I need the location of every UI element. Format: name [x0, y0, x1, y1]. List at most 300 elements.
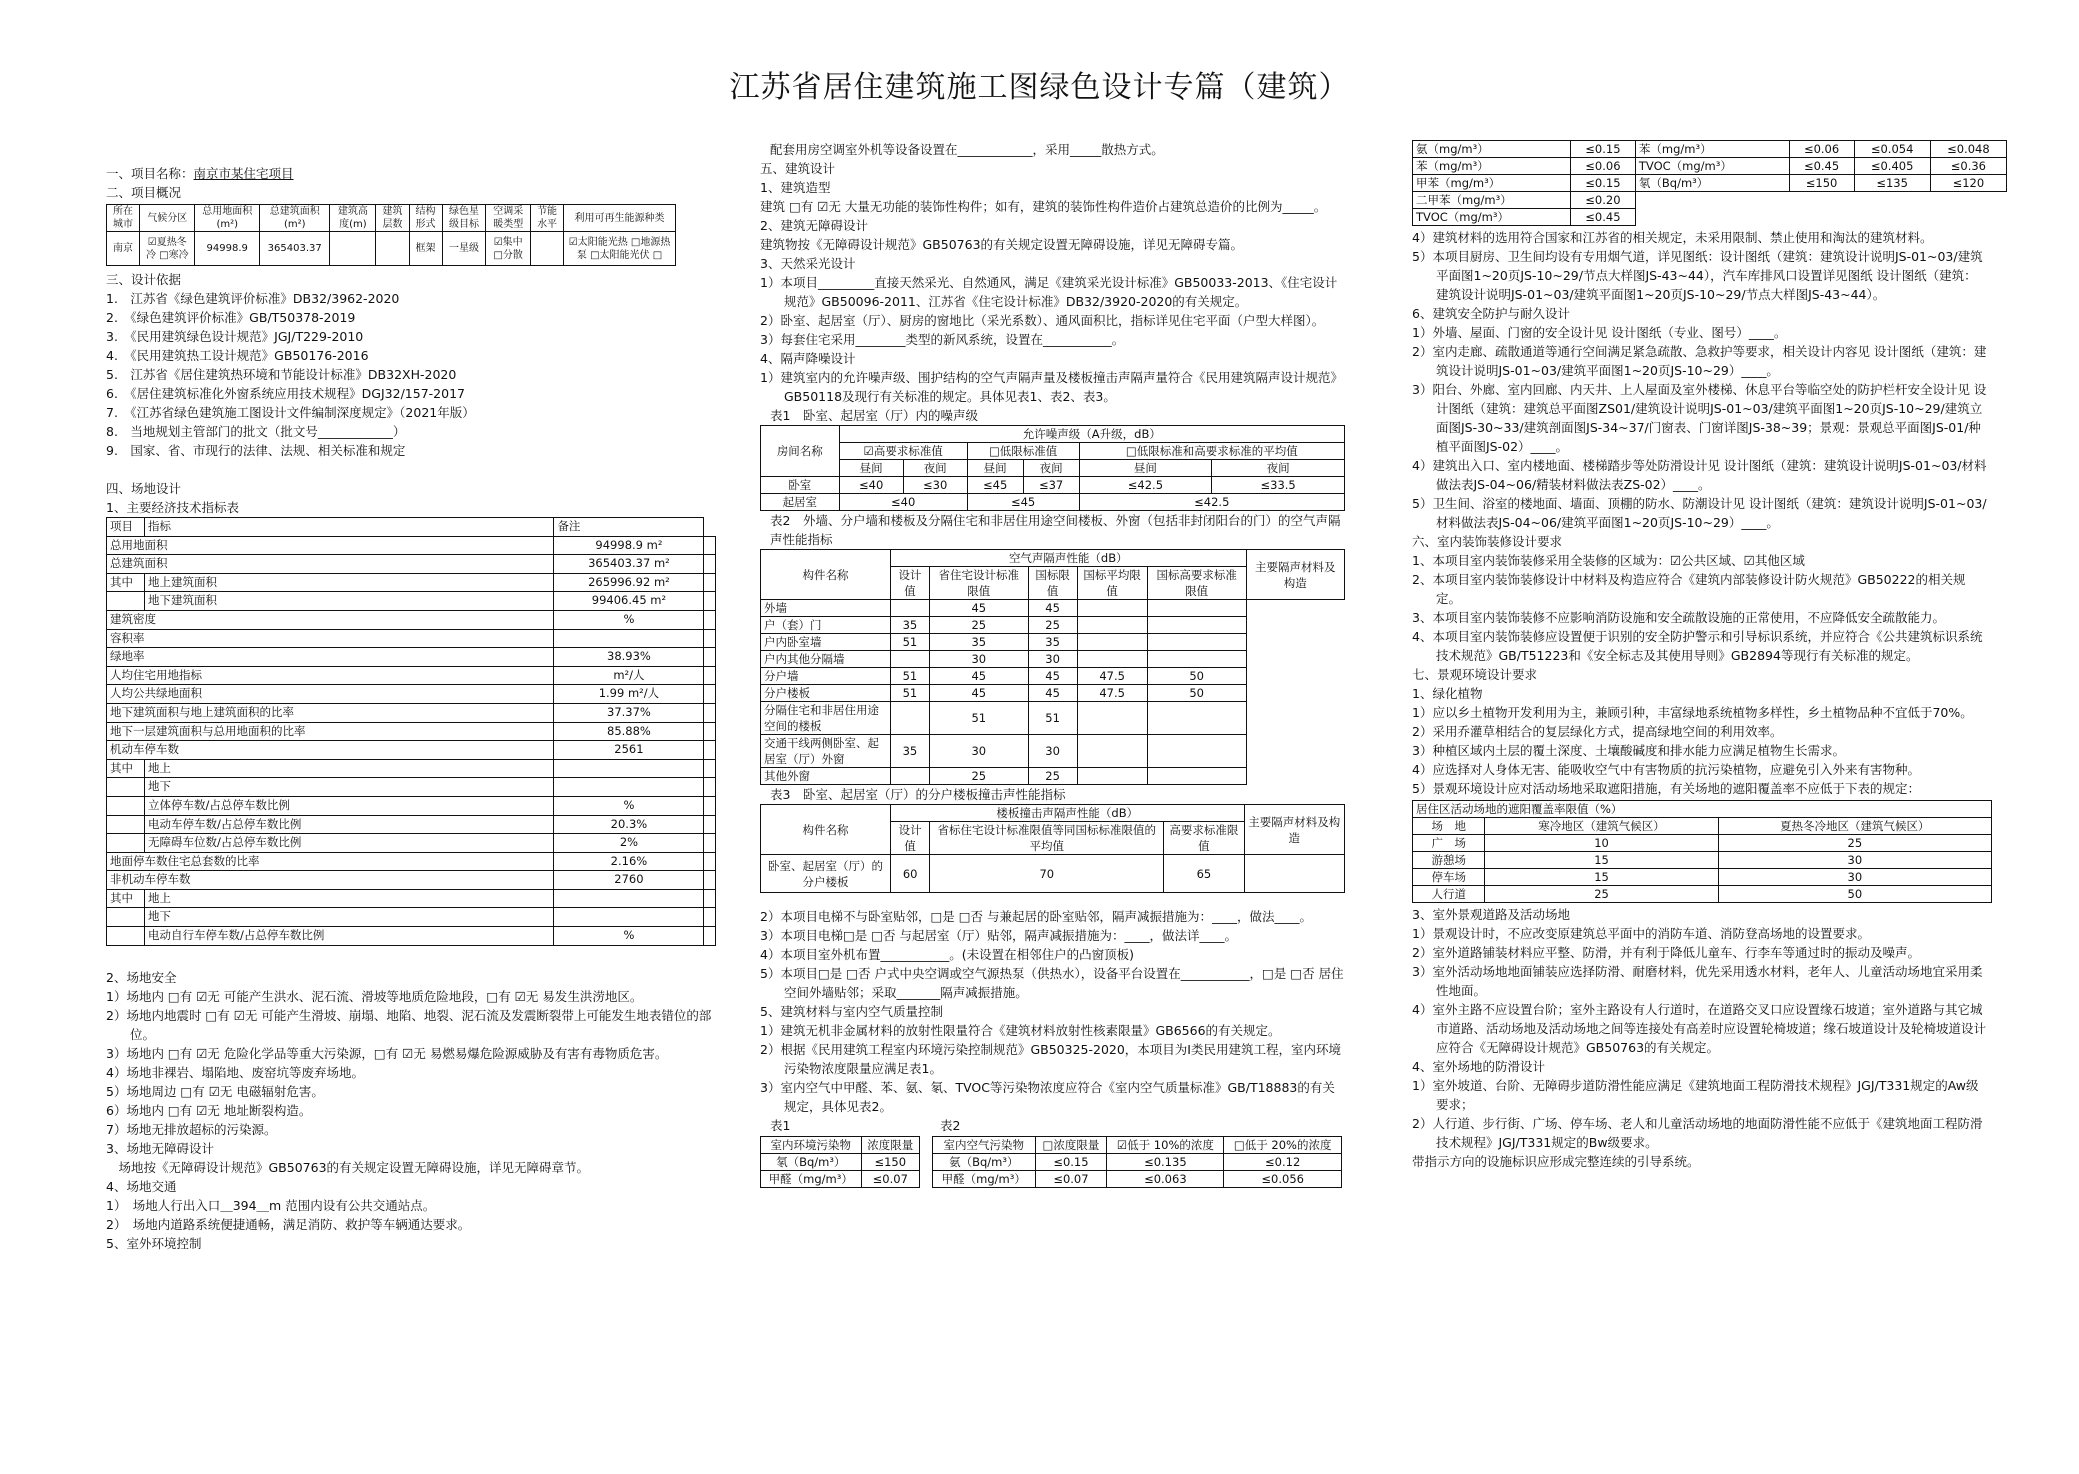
table-header: 浓度限量: [861, 1137, 919, 1154]
table-row: [107, 536, 716, 555]
impact-sound-table: [760, 804, 1345, 893]
text-line: 3）种植区域内土层的覆土深度、土壤酸碱度和排水能力应满足植物生长需求。: [1412, 743, 1845, 758]
table-header: 空气声隔声性能（dB）: [891, 550, 1247, 567]
table-cell: 建筑密度: [107, 610, 554, 629]
table-cell: 氨（mg/m³）: [1413, 141, 1571, 158]
table-cell: 框架: [409, 232, 442, 266]
table-header: 气候分区: [140, 205, 195, 232]
text-line: 五、建筑设计: [760, 161, 836, 176]
table-cell: [107, 796, 145, 815]
table-cell: 99406.45 m²: [554, 592, 704, 611]
table-cell: 地上: [145, 889, 554, 908]
table-cell: ≤0.36: [1930, 158, 2006, 175]
text-line: 4、场地交通: [106, 1178, 177, 1194]
table-cell: [554, 889, 704, 908]
table-cell: [704, 908, 716, 927]
column-middle: [760, 140, 1345, 1188]
table-cell: 其中: [107, 889, 145, 908]
table-cell: 85.88%: [554, 722, 704, 741]
table-cell: [704, 648, 716, 667]
table-cell: 45: [929, 600, 1028, 617]
text-line: 3、天然采光设计: [760, 256, 856, 271]
table-cell: 47.5: [1077, 685, 1147, 702]
table-cell: 30: [1028, 651, 1077, 668]
table-cell: m²/人: [554, 666, 704, 685]
table-cell: [1077, 617, 1147, 634]
table-row: [761, 735, 1345, 768]
text-line: 4. 《民用建筑热工设计规范》GB50176-2016: [106, 348, 369, 363]
table-cell: 绿地率: [107, 648, 554, 667]
text-line: 4、室外场地的防滑设计: [1412, 1059, 1545, 1074]
table-header: 构件名称: [761, 550, 891, 600]
table-cell: [1147, 634, 1246, 651]
text-line: 建筑 □有 ☑无 大量无功能的装饰性构件；如有，建筑的装饰性构件造价占建筑总造价的比例为_____。: [760, 199, 1327, 214]
text-line: 带指示方向的设施标识应形成完整连续的引导系统。: [1412, 1154, 1700, 1169]
table-cell: ≤0.12: [1224, 1154, 1342, 1171]
table-cell: [891, 768, 930, 785]
table-cell: [1930, 192, 2006, 209]
table-cell: 南京: [107, 232, 140, 266]
table-cell: 94998.9 m²: [554, 536, 704, 555]
table-cell: [704, 573, 716, 592]
table-cell: ≤30: [903, 477, 967, 494]
pollutant-limit-table: [760, 1136, 920, 1188]
text-line: 六、室内装饰装修设计要求: [1412, 534, 1563, 549]
table-row: [107, 796, 716, 815]
table-cell: 2.16%: [554, 852, 704, 871]
column-left: [106, 140, 716, 1253]
table-cell: 35: [929, 634, 1028, 651]
table-header: ☑高要求标准值: [839, 443, 967, 460]
table-cell: [1147, 735, 1246, 768]
text-line: 5、室外环境控制: [106, 1235, 202, 1251]
table-cell: [107, 778, 145, 797]
table-row: [1413, 175, 2007, 192]
table-row: [761, 768, 1345, 785]
table-cell: 分隔住宅和非居住用途空间的楼板: [761, 702, 891, 735]
text-line: 2. 《绿色建筑评价标准》GB/T50378-2019: [106, 310, 356, 325]
table-header: 夜间: [903, 460, 967, 477]
table-cell: ≤135: [1854, 175, 1930, 192]
table-cell: %: [554, 796, 704, 815]
table-cell: [704, 610, 716, 629]
table-cell: [704, 592, 716, 611]
table-row: [107, 778, 716, 797]
table-cell: [1930, 209, 2006, 226]
text-line: 3、室外景观道路及活动场地: [1412, 907, 1570, 922]
text-line: 7. 《江苏省绿色建筑施工图设计文件编制深度规定》（2021年版）: [106, 405, 475, 420]
table-cell: 二甲苯（mg/m³）: [1413, 192, 1571, 209]
table-cell: %: [554, 927, 704, 946]
text-line: 2）人行道、步行街、广场、停车场、老人和儿童活动场地的地面防滑性能不应低于《建筑地面工程防滑技术规程》JGJ/T331规定的Bw级要求。: [1412, 1116, 1983, 1150]
table-row: [1413, 852, 1992, 869]
table-cell: 45: [929, 685, 1028, 702]
table-header: 昼间: [967, 460, 1023, 477]
table-row: [107, 703, 716, 722]
table-cell: [107, 927, 145, 946]
table-cell: 氨（Bq/m³）: [933, 1154, 1036, 1171]
table-row: [107, 815, 716, 834]
text-line: 3）每套住宅采用________类型的新风系统，设置在___________。: [760, 332, 1125, 347]
table-cell: 45: [1028, 685, 1077, 702]
table-row: [107, 592, 716, 611]
table3-caption: 表3 卧室、起居室（厅）的分户楼板撞击声性能指标: [770, 787, 1066, 802]
text-line: 5）本项目厨房、卫生间均设有专用烟气道，详见图纸：设计图纸（建筑：建筑设计说明JS-01~03/建筑平面图1~20页JS-10~29/节点大样图JS-43~44），汽车库排风口设置详见图纸 设计图纸（建筑：建筑设计说明JS-01~03/建筑平面图1~20页JS-10~29/节点大样图JS-43~44）。: [1412, 249, 1983, 302]
table-row: [107, 889, 716, 908]
text-line: 1、建筑造型: [760, 180, 831, 195]
table-cell: 365403.37 m²: [554, 555, 704, 574]
table-cell: 人行道: [1413, 886, 1485, 903]
table2-caption: 表2 外墙、分户墙和楼板及分隔住宅和非居住用途空间楼板、外窗（包括非封闭阳台的门）的空气声隔声性能指标: [770, 513, 1341, 547]
text-line: 3）本项目电梯□是 □否 与起居室（厅）贴邻，隔声减振措施为：____，做法详____。: [760, 928, 1238, 943]
text-line: 1. 江苏省《绿色建筑评价标准》DB32/3962-2020: [106, 291, 400, 306]
table-header: 总建筑面积(m²): [260, 205, 330, 232]
text-line: 1）景观设计时，不应改变原建筑总平面中的消防车道、消防登高场地的设置要求。: [1412, 926, 1870, 941]
project-name-line: [106, 164, 716, 183]
table-cell: [891, 651, 930, 668]
text-line: 3. 《民用建筑绿色设计规范》JGJ/T229-2010: [106, 329, 364, 344]
table-header: 高要求标准限值: [1164, 822, 1244, 855]
table-cell: 总用地面积: [107, 536, 554, 555]
text-line: 4）应选择对人身体无害、能吸收空气中有害物质的抗污染植物，应避免引入外来有害物种。: [1412, 762, 1920, 777]
text-line: 6）场地内 □有 ☑无 地址断裂构造。: [106, 1102, 312, 1118]
table-cell: [531, 232, 564, 266]
table-cell: 50: [1718, 886, 1991, 903]
table-cell: ☑夏热冬冷 □寒冷: [140, 232, 195, 266]
table-cell: 15: [1485, 852, 1718, 869]
table-cell: ≤40: [839, 477, 903, 494]
table-cell: [891, 600, 930, 617]
text-line: 1）建筑室内的允许噪声级、围护结构的空气声隔声量及楼板撞击声隔声量符合《民用建筑隔声设计规范》GB50118及现行有关标准的规定。具体见表1、表2、表3。: [760, 370, 1343, 404]
table-cell: [1789, 209, 1854, 226]
table-cell: 94998.9: [195, 232, 260, 266]
table-cell: ≤33.5: [1212, 477, 1345, 494]
table-cell: [704, 555, 716, 574]
table-cell: [1147, 600, 1246, 617]
table-cell: 甲苯（mg/m³）: [1413, 175, 1571, 192]
noise-notes: [760, 907, 1345, 1116]
table-cell: 37.37%: [554, 703, 704, 722]
table-row: [761, 702, 1345, 735]
table-cell: [1147, 768, 1246, 785]
sub-heading: 1、主要经济技术指标表: [106, 500, 239, 515]
table-cell: [704, 722, 716, 741]
table-cell: 65: [1164, 855, 1244, 893]
table-cell: [1854, 209, 1930, 226]
table-cell: [1854, 192, 1930, 209]
table-cell: 地上建筑面积: [145, 573, 554, 592]
table-cell: 其中: [107, 573, 145, 592]
table-cell: [704, 927, 716, 946]
table-header: 指标: [145, 518, 554, 537]
text-line: 3）阳台、外廊、室内回廊、内天井、上人屋面及室外楼梯、休息平台等临空处的防护栏杆安全设计见 设计图纸（建筑：建筑总平面图ZS01/建筑设计说明JS-01~03/建筑平面图1~20页JS-10~29/建筑立面图JS-30~33/建筑剖面图JS-34~37/门窗表、门窗详图JS-38~39；景观：景观总平面图JS-01/种植平面图JS-02）____。: [1412, 382, 1987, 454]
text-line: 1） 场地人行出入口＿394＿m 范围内设有公共交通站点。: [106, 1197, 436, 1213]
table-cell: 45: [1028, 600, 1077, 617]
table-cell: 其他外窗: [761, 768, 891, 785]
table-cell: [704, 741, 716, 760]
table-header: 主要隔声材料及构造: [1246, 550, 1344, 600]
table-row: [761, 685, 1345, 702]
table-cell: 户内其他分隔墙: [761, 651, 891, 668]
table-cell: [1077, 634, 1147, 651]
table-cell: 起居室: [761, 494, 840, 511]
table-cell: [107, 908, 145, 927]
table-cell: [704, 796, 716, 815]
table-header: 项目: [107, 518, 145, 537]
table-cell: ≤0.056: [1224, 1171, 1342, 1188]
table-cell: [704, 889, 716, 908]
table-cell: ≤37: [1023, 477, 1079, 494]
table-header: 所在城市: [107, 205, 140, 232]
table-cell: [1789, 192, 1854, 209]
table-header: 昼间: [1079, 460, 1212, 477]
table-header: 室内环境污染物: [761, 1137, 862, 1154]
air-quality-table: [932, 1136, 1342, 1188]
column-right: [1412, 140, 1990, 1171]
table1-caption: 表1 卧室、起居室（厅）内的噪声级: [770, 408, 978, 423]
text-line: 2、建筑无障碍设计: [760, 218, 868, 233]
table-cell: 人均公共绿地面积: [107, 685, 554, 704]
table-header: 允许噪声级（A升级，dB）: [839, 426, 1344, 443]
table-row: [107, 834, 716, 853]
table-header: □低限标准值: [967, 443, 1079, 460]
table-cell: 地下: [145, 778, 554, 797]
table-cell: 15: [1485, 869, 1718, 886]
table-cell: 70: [930, 855, 1164, 893]
table-row: [107, 759, 716, 778]
text-line: 5. 江苏省《居住建筑热环境和节能设计标准》DB32XH-2020: [106, 367, 457, 382]
site-safety-section: [106, 968, 716, 1253]
table-cell: ≤45: [967, 494, 1079, 511]
text-line: 6. 《居住建筑标准化外窗系统应用技术规程》DGJ32/157-2017: [106, 386, 465, 401]
text-line: 5）卫生间、浴室的楼地面、墙面、顶棚的防水、防潮设计见 设计图纸（建筑：建筑设计说明JS-01~03/材料做法表JS-04~06/建筑平面图1~20页JS-10~29）____。: [1412, 496, 1987, 530]
table-cell: 立体停车数/占总停车数比例: [145, 796, 554, 815]
table-cell: 电动车停车数/占总停车数比例: [145, 815, 554, 834]
text-line: 4）场地非裸岩、塌陷地、废窑坑等废弃场地。: [106, 1064, 364, 1080]
table-cell: ≤0.06: [1570, 158, 1635, 175]
section-heading: 二、项目概况: [106, 185, 182, 200]
table-header: 国标高要求标准限值: [1147, 567, 1246, 600]
table-header: 利用可再生能源种类: [564, 205, 676, 232]
table-cell: [376, 232, 409, 266]
table-cell: ≤40: [839, 494, 967, 511]
text-line: 1）室外坡道、台阶、无障碍步道防滑性能应满足《建筑地面工程防滑技术规程》JGJ/T331规定的Aw级要求；: [1412, 1078, 1979, 1112]
text-line: 5）场地周边 □有 ☑无 电磁辐射危害。: [106, 1083, 324, 1099]
table-header: □低限标准和高要求标准的平均值: [1079, 443, 1344, 460]
text-line: 2）采用乔灌草相结合的复层绿化方式，提高绿地空间的利用效率。: [1412, 724, 1783, 739]
table-cell: 分户墙: [761, 668, 891, 685]
table-cell: ≤0.405: [1854, 158, 1930, 175]
text-line: 1、本项目室内装饰装修采用全装修的区域为：☑公共区域、☑其他区域: [1412, 553, 1805, 568]
table-cell: 25: [929, 768, 1028, 785]
table-header: □浓度限量: [1035, 1137, 1107, 1154]
table-cell: [704, 666, 716, 685]
text-line: 3、场地无障碍设计: [106, 1140, 214, 1156]
table-header: 室内空气污染物: [933, 1137, 1036, 1154]
table-row: [761, 617, 1345, 634]
table-cell: 30: [929, 735, 1028, 768]
table-header: 主要隔声材料及构造: [1244, 805, 1344, 855]
table-cell: ≤0.07: [1035, 1171, 1107, 1188]
table-cell: 其中: [107, 759, 145, 778]
table-header: 寒冷地区（建筑气候区）: [1485, 818, 1718, 835]
table-cell: ≤150: [1789, 175, 1854, 192]
table-cell: 47.5: [1077, 668, 1147, 685]
table-cell: 停车场: [1413, 869, 1485, 886]
table-cell: 25: [1485, 886, 1718, 903]
text-line: 2）本项目电梯不与卧室贴邻，□是 □否 与兼起居的卧室贴邻，隔声减振措施为：____，做法____。: [760, 909, 1313, 924]
table-cell: 45: [929, 668, 1028, 685]
pollutant-continued-table: [1412, 140, 2007, 226]
table-cell: [554, 629, 704, 648]
table-caption: 表2: [940, 1118, 961, 1133]
project-name-label: 一、项目名称：: [106, 166, 194, 181]
table-cell: ≤0.45: [1789, 158, 1854, 175]
table-header: 结构形式: [409, 205, 442, 232]
table-caption: 表1: [770, 1118, 791, 1133]
table-row: [107, 722, 716, 741]
table-cell: ≤42.5: [1079, 494, 1344, 511]
table-row: [1413, 209, 2007, 226]
table-header: 昼间: [839, 460, 903, 477]
table-cell: ≤0.45: [1570, 209, 1635, 226]
table-cell: ☑太阳能光热 □地源热泵 □太阳能光伏 □: [564, 232, 676, 266]
table-row: [761, 651, 1345, 668]
text-line: 4、隔声降噪设计: [760, 351, 856, 366]
table-cell: 非机动车停车数: [107, 871, 554, 890]
landscape-section: [1412, 905, 1987, 1171]
table-cell: 25: [1028, 768, 1077, 785]
table-cell: %: [554, 610, 704, 629]
table-cell: 甲醛（mg/m³）: [761, 1171, 862, 1188]
table-cell: 1.99 m²/人: [554, 685, 704, 704]
table-cell: [107, 815, 145, 834]
table-cell: 50: [1147, 668, 1246, 685]
text-line: 5）景观环境设计应对活动场地采取遮阳措施，有关场地的遮阳覆盖率不应低于下表的规定：: [1412, 781, 1920, 796]
table-cell: 20.3%: [554, 815, 704, 834]
table-header: 省住宅设计标准限值: [929, 567, 1028, 600]
table-cell: 氡（Bq/m³）: [1635, 175, 1789, 192]
table-header: 建筑高度(m): [330, 205, 376, 232]
table-cell: 广 场: [1413, 835, 1485, 852]
table-cell: 10: [1485, 835, 1718, 852]
table-cell: 地面停车数住宅总套数的比率: [107, 852, 554, 871]
table-cell: [1077, 735, 1147, 768]
table-cell: 机动车停车数: [107, 741, 554, 760]
text-line: 4）建筑材料的选用符合国家和江苏省的相关规定，未采用限制、禁止使用和淘汰的建筑材料。: [1412, 230, 1933, 245]
material-safety-section: [1412, 228, 1987, 798]
table-cell: [554, 908, 704, 927]
table-cell: ☑集中 □分散: [486, 232, 531, 266]
table-cell: [704, 703, 716, 722]
table-row: [1413, 835, 1992, 852]
table-header: 楼板撞击声隔声性能（dB）: [891, 805, 1245, 822]
table-cell: 地上: [145, 759, 554, 778]
text-line: 3）室内空气中甲醛、苯、氨、氡、TVOC等污染物浓度应符合《室内空气质量标准》GB/T18883的有关规定，具体见表2。: [760, 1080, 1335, 1114]
text-line: 6、建筑安全防护与耐久设计: [1412, 306, 1570, 321]
text-line: 2）室内走廊、疏散通道等通行空间满足紧急疏散、急救护等要求，相关设计内容见 设计图纸（建筑：建筑设计说明JS-01~03/建筑平面图1~20页JS-10~29）____。: [1412, 344, 1987, 378]
section-heading: 四、场地设计: [106, 481, 182, 496]
table-cell: 卧室、起居室（厅）的分户楼板: [761, 855, 891, 893]
table-cell: [704, 685, 716, 704]
table-cell: 地下建筑面积与地上建筑面积的比率: [107, 703, 554, 722]
table-cell: ≤0.048: [1930, 141, 2006, 158]
table-header: 绿色星级目标: [442, 205, 486, 232]
table-cell: 苯（mg/m³）: [1413, 158, 1571, 175]
text-line: 2）卧室、起居室（厅）、厨房的窗地比（采光系数）、通风面积比，指标详见住宅平面（户型大样图）。: [760, 313, 1325, 328]
text-line: 2）室外道路铺装材料应平整、防滑，并有利于降低儿童车、行李车等通过时的振动及噪声。: [1412, 945, 1920, 960]
text-line: 3）场地内 □有 ☑无 危险化学品等重大污染源，□有 ☑无 易燃易爆危险源威胁及有害有毒物质危害。: [106, 1045, 668, 1061]
table-cell: ≤0.063: [1107, 1171, 1224, 1188]
text-line: 1）外墙、屋面、门窗的安全设计见 设计图纸（专业、图号）____。: [1412, 325, 1787, 340]
table-row: [1413, 158, 2007, 175]
text-line: 建筑物按《无障碍设计规范》GB50763的有关规定设置无障碍设施，详见无障碍专篇。: [760, 237, 1244, 252]
table-cell: [704, 759, 716, 778]
text-line: 2）根据《民用建筑工程室内环境污染控制规范》GB50325-2020，本项目为Ⅰ类民用建筑工程，室内环境污染物浓度限量应满足表1。: [760, 1042, 1341, 1076]
air-sound-insulation-table: [760, 549, 1345, 785]
table-header: ☑低于 10%的浓度: [1107, 1137, 1224, 1154]
table-cell: 35: [891, 735, 930, 768]
table-row: [761, 634, 1345, 651]
project-name-value: 南京市某住宅项目: [193, 166, 294, 181]
text-line: 2） 场地内道路系统便捷通畅，满足消防、救护等车辆通达要求。: [106, 1216, 471, 1232]
table-cell: [704, 778, 716, 797]
text-line: 7）场地无排放超标的污染源。: [106, 1121, 277, 1137]
table-cell: 户内卧室墙: [761, 634, 891, 651]
table-cell: TVOC（mg/m³）: [1635, 158, 1789, 175]
table-header: 夜间: [1212, 460, 1345, 477]
text-line: 9. 国家、省、市现行的法律、法规、相关标准和规定: [106, 443, 406, 458]
table-cell: [704, 834, 716, 853]
table-header: 夏热冬冷地区（建筑气候区）: [1718, 818, 1991, 835]
table-cell: 30: [1718, 869, 1991, 886]
table-cell: [1147, 617, 1246, 634]
table-cell: 35: [1028, 634, 1077, 651]
table-row: [107, 908, 716, 927]
basis-list: [106, 289, 716, 460]
text-line: 1）建筑无机非金属材料的放射性限量符合《建筑材料放射性核素限量》GB6566的有关规定。: [760, 1023, 1281, 1038]
table-cell: [554, 759, 704, 778]
table-cell: [1077, 600, 1147, 617]
table-row: [107, 741, 716, 760]
table-cell: 2561: [554, 741, 704, 760]
text-line: 5、建筑材料与室内空气质量控制: [760, 1004, 943, 1019]
table-header: 备注: [554, 518, 704, 537]
table-cell: [1147, 702, 1246, 735]
table-header: 节能水平: [531, 205, 564, 232]
table-cell: 地下: [145, 908, 554, 927]
noise-level-table: [760, 425, 1345, 511]
table-cell: [891, 702, 930, 735]
table-header: 设计值: [891, 567, 930, 600]
table-row: [1413, 869, 1992, 886]
table-header: 构件名称: [761, 805, 891, 855]
shading-coverage-table: [1412, 800, 1992, 903]
table-cell: [554, 778, 704, 797]
table-cell: 51: [929, 702, 1028, 735]
table-cell: 甲醛（mg/m³）: [933, 1171, 1036, 1188]
text-line: 4）室外主路不应设置台阶；室外主路设有人行道时，在道路交叉口应设置缘石坡道；室外道路与其它城市道路、活动场地及活动场地之间等连接处有高差时应设置轮椅坡道；缘石坡道设计及轮椅坡道设计应符合《无障碍设计规范》GB50763的有关规定。: [1412, 1002, 1987, 1055]
table-row: [107, 927, 716, 946]
table-row: [107, 555, 716, 574]
table-cell: 户（套）门: [761, 617, 891, 634]
table-cell: [704, 536, 716, 555]
text-line: 8. 当地规划主管部门的批文（批文号____________）: [106, 424, 406, 439]
text-line: 3）室外活动场地地面铺装应选择防滑、耐磨材料，优先采用透水材料，老年人、儿童活动场地宜采用柔性地面。: [1412, 964, 1983, 998]
table-cell: 电动自行车停车数/占总停车数比例: [145, 927, 554, 946]
table-header: 夜间: [1023, 460, 1079, 477]
table-header: 场 地: [1413, 818, 1485, 835]
